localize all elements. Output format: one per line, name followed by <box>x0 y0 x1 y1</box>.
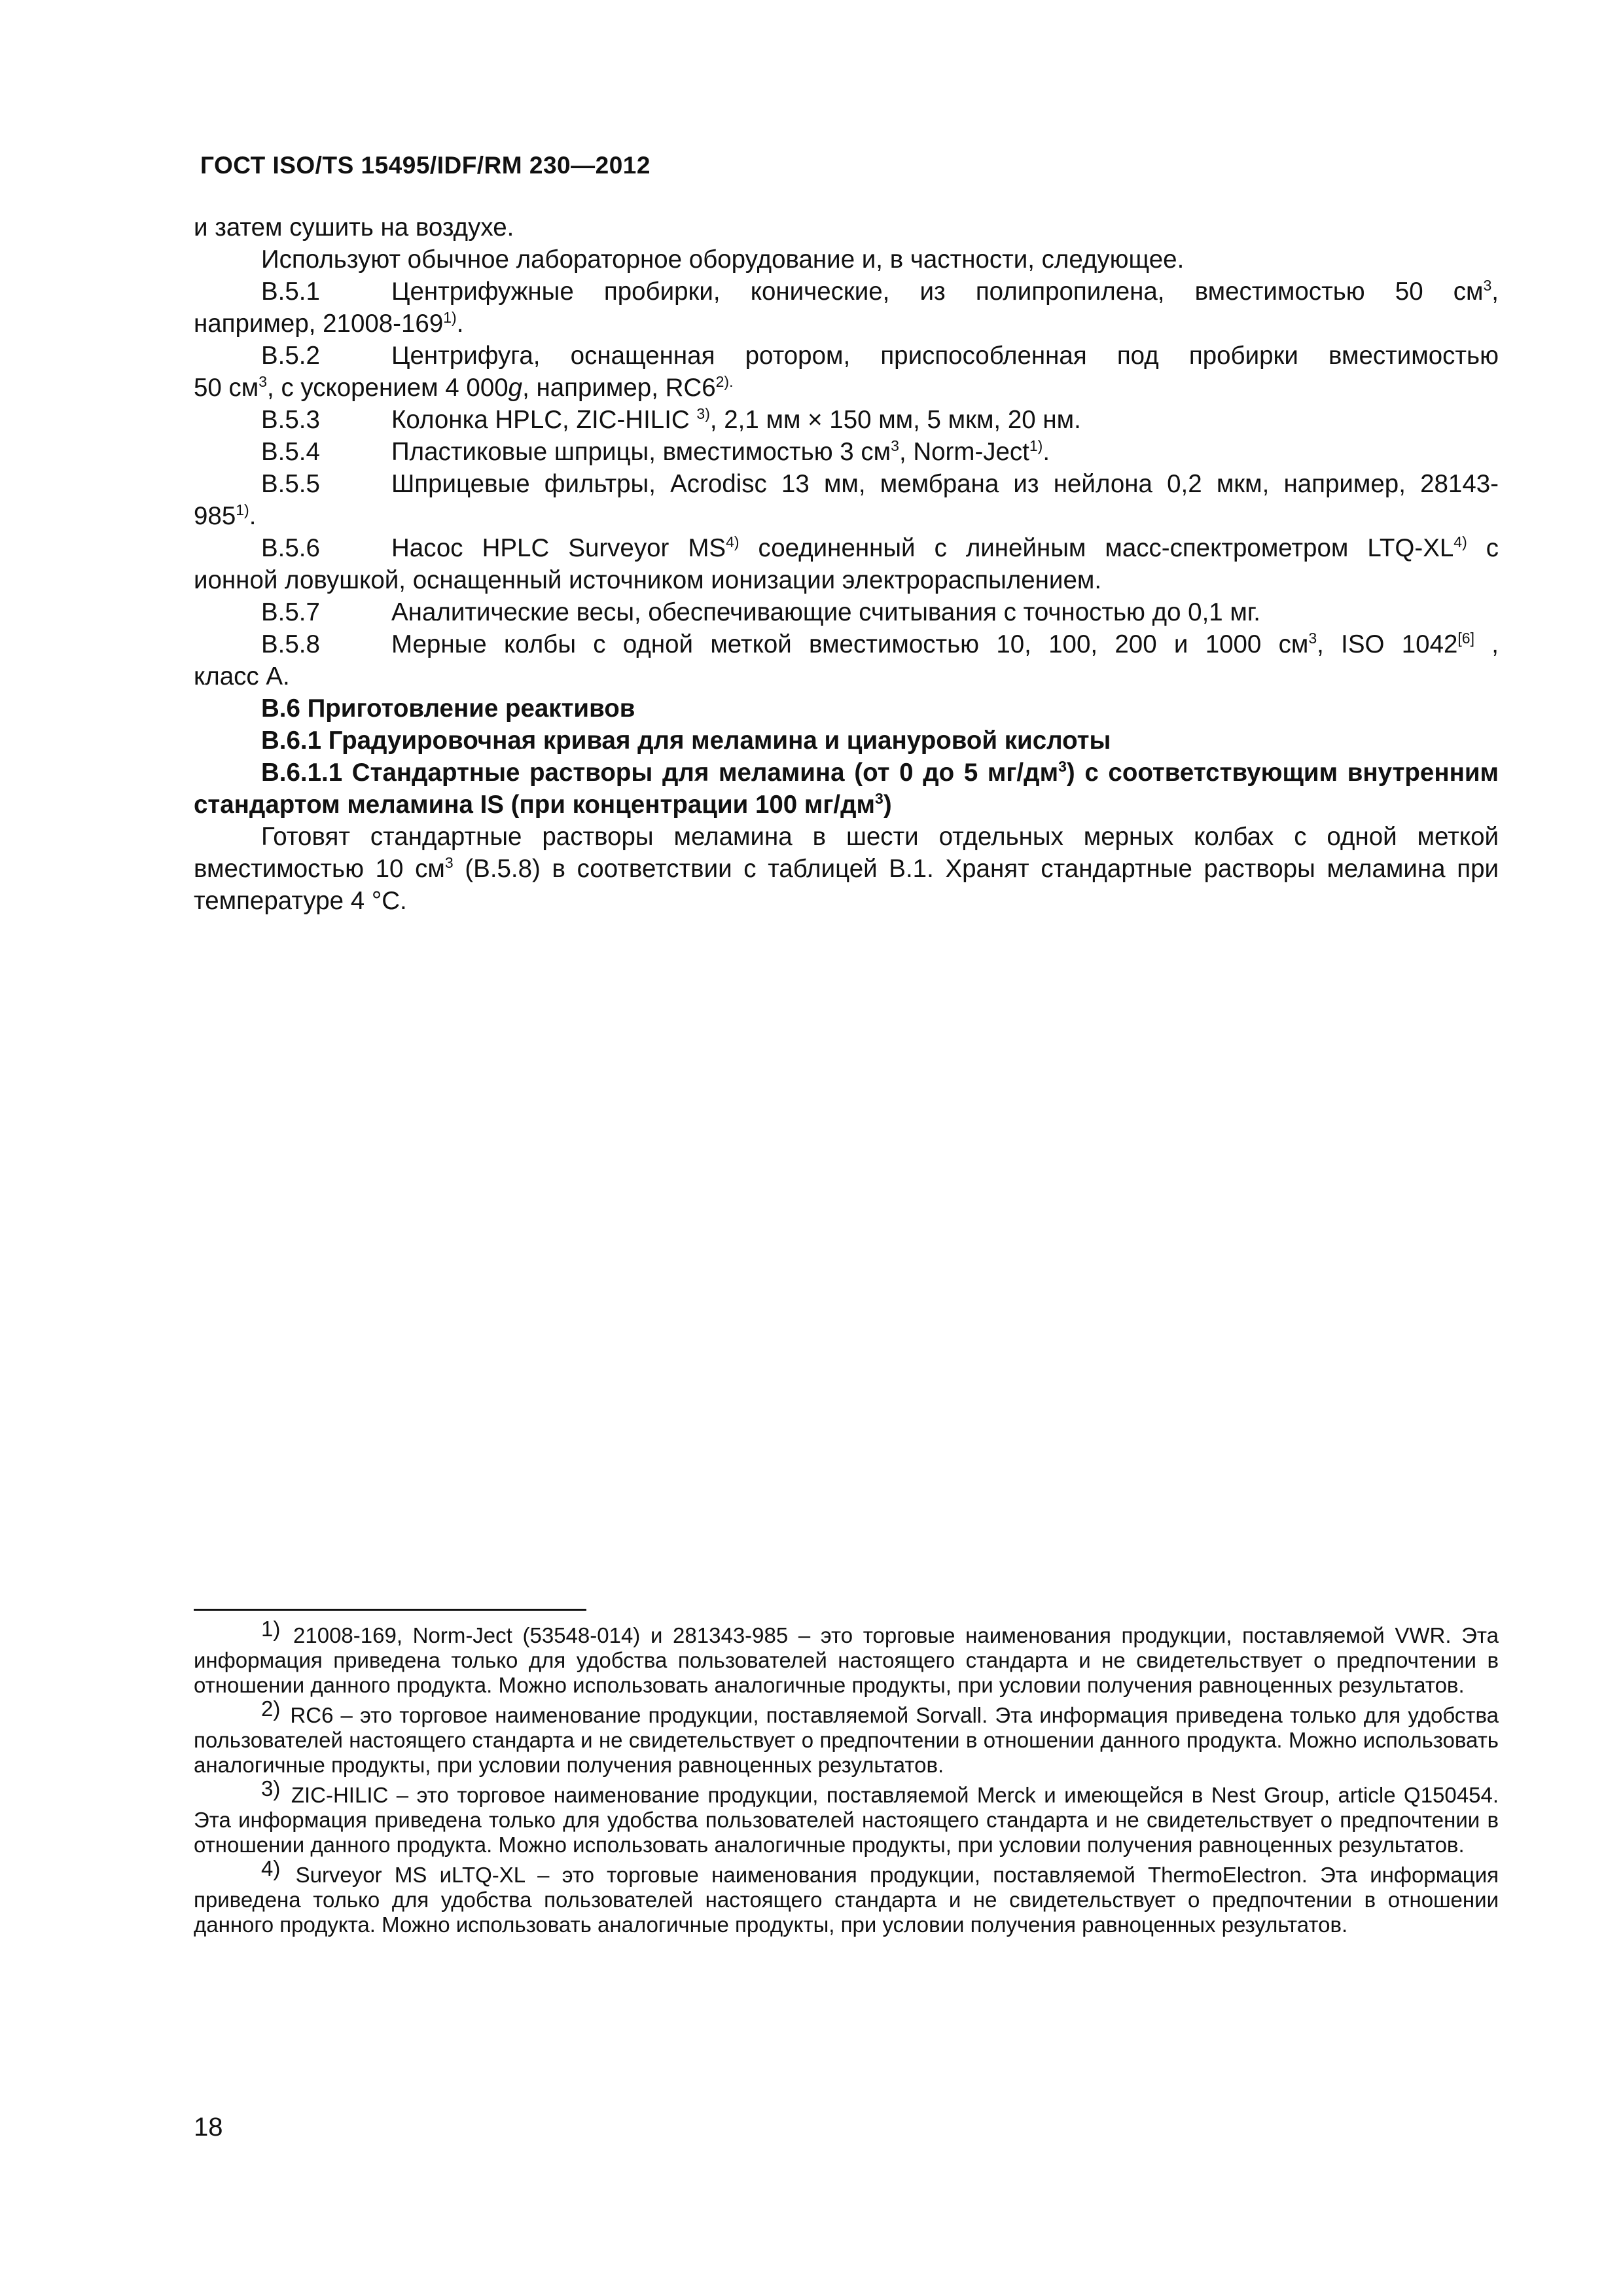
item-number: B.5.1 <box>261 278 320 306</box>
footnote-mark: 1) <box>261 1617 281 1641</box>
item-number: B.5.4 <box>261 438 320 466</box>
item-text: Аналитические весы, обеспечивающие считывания с точностью до 0,1 мг. <box>391 598 1260 626</box>
footnote-mark: 2) <box>261 1696 281 1721</box>
footnote-1: 1) 21008-169, Norm-Ject (53548-014) и 281343-985 – это торговые наименования продукции, поставляемой VWR. Эта информация приведена только для удобства пользователей настоящего стандарта и не свидетельствует о предпочтении в отношении данного продукта. Можно использовать аналогичные продукты, при условии получения равноценных результатов. <box>194 1617 1499 1697</box>
item-continuation: 985$^{1)}$. <box>194 501 257 530</box>
document-header: ГОСТ ISO/TS 15495/IDF/RM 230—2012 <box>200 152 651 179</box>
footnote-2: 2) RC6 – это торговое наименование продукции, поставляемой Sorvall. Эта информация приведена только для удобства пользователей настоящего стандарта и не свидетельствует о предпочтении в отношении данного продукта. Можно использовать аналогичные продукты, при условии получения равноценных результатов. <box>194 1696 1499 1777</box>
body-text <box>194 211 1499 917</box>
page-number: 18 <box>194 2113 223 2142</box>
item-continuation: 50 $см^3$, с ускорением 4 000g, например, $RC6^{2).}$ <box>194 373 734 402</box>
item-text: Пластиковые шприцы, вместимостью 3 $см^3$, Norm-Ject$^{1)}$. <box>391 437 1050 466</box>
equipment-item-b54 <box>194 436 1499 468</box>
item-continuation: класс А. <box>194 662 290 691</box>
item-text: Насос HPLC Surveyor MS$^{4)}$ соединенный с линейным масс-спектрометром LTQ-XL$^{4)}$ с <box>391 533 1499 562</box>
equipment-item-b52 <box>194 340 1499 404</box>
footnote-mark: 3) <box>261 1776 281 1801</box>
item-text: Центрифуга, оснащенная ротором, приспособленная под пробирки вместимостью <box>391 342 1499 370</box>
equipment-item-b53 <box>194 404 1499 436</box>
item-number: B.5.6 <box>261 534 320 562</box>
footnote-4: 4) Surveyor MS иLTQ-XL – это торговые наименования продукции, поставляемой ThermoElectron. Эта информация приведена только для удобства пользователей настоящего стандарта и не свидетельствует о предпочтении в отношении данного продукта. Можно использовать аналогичные продукты, при условии получения равноценных результатов. <box>194 1856 1499 1937</box>
equipment-item-b55 <box>194 468 1499 532</box>
item-number: B.5.3 <box>261 406 320 434</box>
item-number: B.5.8 <box>261 630 320 658</box>
footnote-3: 3) ZIC-HILIC – это торговое наименование продукции, поставляемой Merck и имеющейся в Nest Group, article Q150454. Эта информация приведена только для удобства пользователей настоящего стандарта и не свидетельствует о предпочтении в отношении данного продукта. Можно использовать аналогичные продукты, при условии получения равноценных результатов. <box>194 1776 1499 1857</box>
section-heading-b611: B.6.1.1 Стандартные растворы для меламина (от 0 до 5 $мг/дм^3$) с соответствующим внутренним стандартом меламина IS (при концентрации 100 $мг/дм^3$) <box>194 758 1499 819</box>
text-line: и затем сушить на воздухе. <box>194 213 514 242</box>
item-text: Центрифужные пробирки, конические, из полипропилена, вместимостью 50 $см^3$, <box>391 277 1499 306</box>
footnotes <box>194 1617 1499 1943</box>
item-text: Мерные колбы с одной меткой вместимостью 10, 100, 200 и 1000 $см^3$, ISO 1042[6] , <box>391 630 1499 658</box>
item-text: Колонка HPLC, ZIC-HILIC $^{3)}$, 2,1 мм × 150 мм, 5 мкм, 20 нм. <box>391 405 1081 434</box>
item-continuation: ионной ловушкой, оснащенный источником ионизации электрораспылением. <box>194 566 1102 594</box>
item-text: Шприцевые фильтры, Acrodisc 13 мм, мембрана из нейлона 0,2 мкм, например, 28143- <box>391 470 1499 498</box>
item-number: B.5.2 <box>261 342 320 370</box>
equipment-item-b56 <box>194 532 1499 596</box>
item-continuation: например, 21008-169$^{1)}$. <box>194 309 464 338</box>
equipment-item-b51 <box>194 276 1499 340</box>
section-heading-b61: B.6.1 Градуировочная кривая для меламина и циануровой кислоты <box>261 726 1111 755</box>
equipment-item-b57 <box>194 596 1499 628</box>
procedure-paragraph: Готовят стандартные растворы меламина в шести отдельных мерных колбах с одной меткой вместимостью 10 $см^3$ (B.5.8) в соответствии с таблицей B.1. Хранят стандартные растворы меламина при температуре 4 °С. <box>194 823 1499 915</box>
intro-paragraph: Используют обычное лабораторное оборудование и, в частности, следующее. <box>261 245 1185 274</box>
footnote-mark: 4) <box>261 1856 281 1880</box>
footnote-separator <box>194 1609 586 1611</box>
item-number: B.5.5 <box>261 470 320 498</box>
section-heading-b6: B.6 Приготовление реактивов <box>261 694 635 723</box>
item-number: B.5.7 <box>261 598 320 626</box>
equipment-item-b58 <box>194 628 1499 692</box>
